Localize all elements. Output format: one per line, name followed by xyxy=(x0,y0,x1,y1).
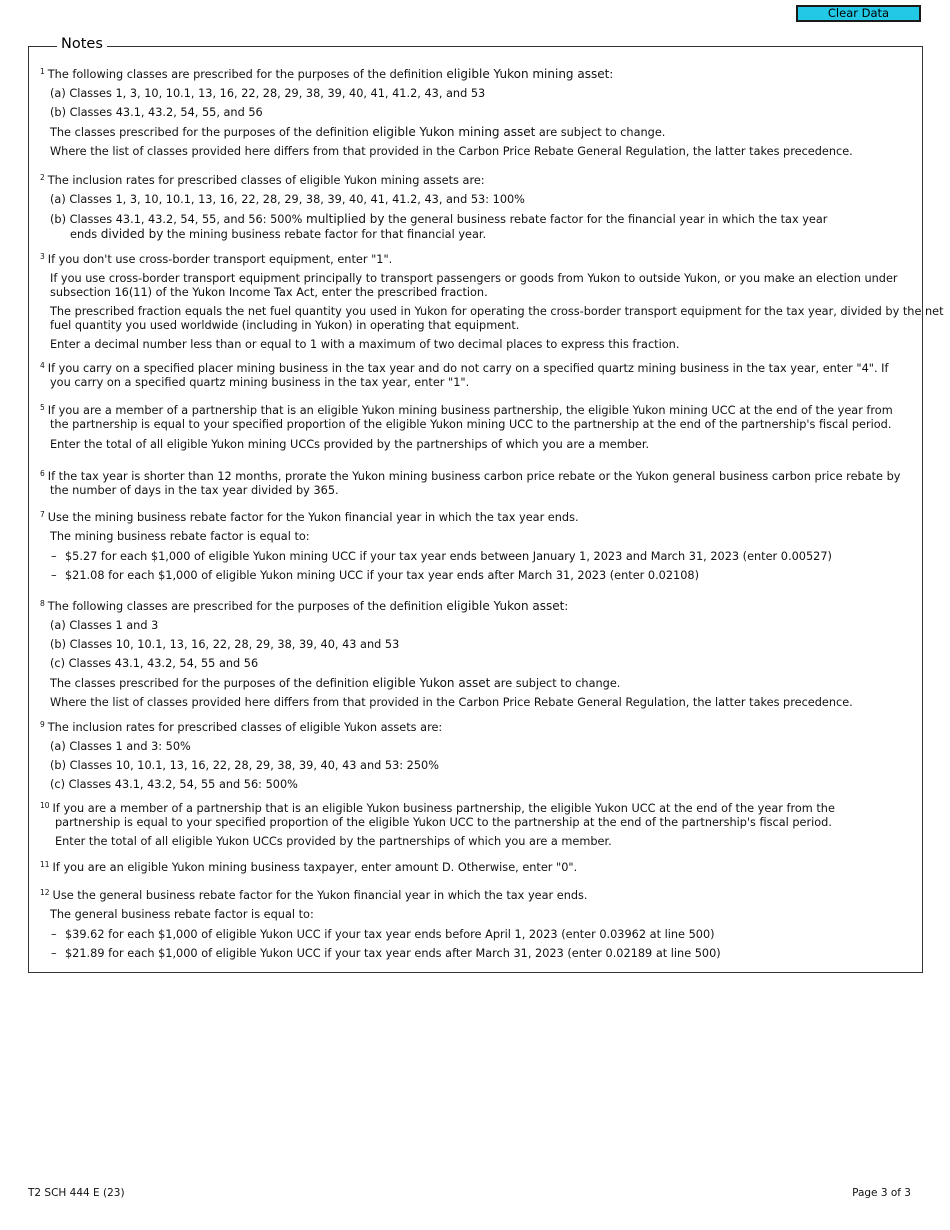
note-text: the general business rebate factor for the financial year in which the tax year xyxy=(384,213,828,226)
defined-term: eligible Yukon mining asset xyxy=(372,125,536,139)
notes-section xyxy=(28,36,944,973)
note-number: 3 xyxy=(40,252,45,261)
note-text: The classes prescribed for the purposes of the definition xyxy=(50,677,373,690)
note-text: The prescribed fraction equals the net fuel quantity you used in Yukon for operating the cross-border transport equipment for the tax year, divided by the net xyxy=(50,305,944,318)
note-item: (b) Classes 10, 10.1, 13, 16, 22, 28, 29, 38, 39, 40, 43 and 53: 250% xyxy=(50,759,439,772)
note-text: the partnership is equal to your specified proportion of the eligible Yukon mining UCC to the partnership at the end of the partnership's fiscal period. xyxy=(50,418,892,431)
note-3 xyxy=(40,250,944,352)
page-number: Page 3 of 3 xyxy=(852,1187,911,1199)
defined-term: eligible Yukon asset xyxy=(446,599,565,613)
note-item: (a) Classes 1, 3, 10, 10.1, 13, 16, 22, 28, 29, 38, 39, 40, 41, 41.2, 43, and 53: 100% xyxy=(50,193,525,206)
note-text: Enter a decimal number less than or equal to 1 with a maximum of two decimal places to express this fraction. xyxy=(50,338,680,351)
note-text: the mining business rebate factor for that financial year. xyxy=(163,228,487,241)
note-text: If you don't use cross-border transport equipment, enter "1". xyxy=(47,253,393,266)
note-item: (a) Classes 1 and 3 xyxy=(50,619,159,632)
note-text: If the tax year is shorter than 12 months, prorate the Yukon mining business carbon price rebate or the Yukon general business carbon price rebate by xyxy=(47,470,901,483)
bullet-text: $5.27 for each $1,000 of eligible Yukon mining UCC if your tax year ends between January 1, 2023 and March 31, 2023 (enter 0.00527) xyxy=(65,550,832,563)
note-2 xyxy=(40,171,910,242)
note-item: (b) Classes 10, 10.1, 13, 16, 22, 28, 29, 38, 39, 40, 43 and 53 xyxy=(50,638,400,651)
note-text: The following classes are prescribed for the purposes of the definition xyxy=(47,68,447,81)
note-text: : xyxy=(609,68,614,81)
bullet-text: $21.08 for each $1,000 of eligible Yukon mining UCC if your tax year ends after March 31, 2023 (enter 0.02108) xyxy=(65,569,700,582)
note-text: If you are a member of a partnership that is an eligible Yukon mining business partnership, the eligible Yukon mining UCC at the end of the year from xyxy=(47,404,893,417)
note-item: (c) Classes 43.1, 43.2, 54, 55 and 56: 500% xyxy=(50,778,298,791)
dash-bullet: – xyxy=(51,550,57,563)
note-text: If you use cross-border transport equipment principally to transport passengers or goods from Yukon to outside Yukon, or you make an election under xyxy=(50,272,898,285)
defined-term: eligible Yukon asset xyxy=(372,676,491,690)
dash-bullet: – xyxy=(51,947,57,960)
note-text: are subject to change. xyxy=(490,677,621,690)
note-text: Enter the total of all eligible Yukon mining UCCs provided by the partnerships of which you are a member. xyxy=(50,438,650,451)
note-number: 1 xyxy=(40,67,45,76)
note-text: the number of days in the tax year divided by 365. xyxy=(50,484,339,497)
note-item: (b) Classes 43.1, 43.2, 54, 55, and 56 xyxy=(50,106,263,119)
note-text: fuel quantity you used worldwide (including in Yukon) in operating that equipment. xyxy=(50,319,520,332)
note-12 xyxy=(40,886,910,961)
note-8 xyxy=(40,597,910,710)
note-number: 10 xyxy=(40,801,50,810)
emphasis-term: divided by xyxy=(100,227,164,241)
note-text: If you carry on a specified placer mining business in the tax year and do not carry on a specified quartz mining business in the tax year, enter "4". If xyxy=(47,362,889,375)
note-6 xyxy=(40,467,910,498)
dash-bullet: – xyxy=(51,928,57,941)
note-1 xyxy=(40,65,910,159)
note-text: partnership is equal to your specified proportion of the eligible Yukon UCC to the partnership at the end of the partnership's fiscal period. xyxy=(55,816,832,829)
form-identifier: T2 SCH 444 E (23) xyxy=(28,1187,125,1199)
note-number: 7 xyxy=(40,510,45,519)
bullet-text: $39.62 for each $1,000 of eligible Yukon UCC if your tax year ends before April 1, 2023 (enter 0.03962 at line 500) xyxy=(65,928,715,941)
emphasis-term: multiplied by xyxy=(306,212,385,226)
note-9 xyxy=(40,718,910,792)
bullet-text: $21.89 for each $1,000 of eligible Yukon UCC if your tax year ends after March 31, 2023 (enter 0.02189 at line 500) xyxy=(65,947,721,960)
note-text: The inclusion rates for prescribed classes of eligible Yukon mining assets are: xyxy=(47,174,485,187)
note-number: 6 xyxy=(40,469,45,478)
note-number: 9 xyxy=(40,720,45,729)
note-10 xyxy=(40,799,910,849)
note-number: 2 xyxy=(40,173,45,182)
note-5 xyxy=(40,401,910,452)
note-text: The following classes are prescribed for the purposes of the definition xyxy=(47,600,447,613)
note-text: Enter the total of all eligible Yukon UCCs provided by the partnerships of which you are a member. xyxy=(55,835,612,848)
note-4 xyxy=(40,359,910,390)
note-number: 5 xyxy=(40,403,45,412)
note-text: you carry on a specified quartz mining business in the tax year, enter "1". xyxy=(50,376,470,389)
note-text: The classes prescribed for the purposes of the definition xyxy=(50,126,373,139)
note-text: If you are a member of a partnership that is an eligible Yukon business partnership, the eligible Yukon UCC at the end of the year from the xyxy=(52,802,835,815)
note-text: The mining business rebate factor is equal to: xyxy=(50,530,310,543)
note-text: If you are an eligible Yukon mining business taxpayer, enter amount D. Otherwise, enter "0". xyxy=(52,861,578,874)
note-text: ends xyxy=(70,228,101,241)
note-text: Where the list of classes provided here differs from that provided in the Carbon Price Rebate General Regulation, the latter takes precedence. xyxy=(50,145,853,158)
note-text: (b) Classes 43.1, 43.2, 54, 55, and 56: 500% xyxy=(50,213,307,226)
note-item: (a) Classes 1 and 3: 50% xyxy=(50,740,191,753)
note-item: (c) Classes 43.1, 43.2, 54, 55 and 56 xyxy=(50,657,259,670)
notes-title: Notes xyxy=(57,36,107,52)
note-text: : xyxy=(564,600,569,613)
note-7 xyxy=(40,508,910,583)
note-text: are subject to change. xyxy=(535,126,666,139)
note-number: 11 xyxy=(40,860,50,869)
note-text: The inclusion rates for prescribed classes of eligible Yukon assets are: xyxy=(47,721,443,734)
note-number: 12 xyxy=(40,888,50,897)
note-text: Use the general business rebate factor for the Yukon financial year in which the tax year ends. xyxy=(52,889,588,902)
note-number: 8 xyxy=(40,599,45,608)
note-text: Where the list of classes provided here differs from that provided in the Carbon Price Rebate General Regulation, the latter takes precedence. xyxy=(50,696,853,709)
note-text: The general business rebate factor is equal to: xyxy=(50,908,314,921)
note-11 xyxy=(40,858,910,875)
note-text: subsection 16(11) of the Yukon Income Tax Act, enter the prescribed fraction. xyxy=(50,286,488,299)
defined-term: eligible Yukon mining asset xyxy=(446,67,610,81)
clear-data-button[interactable]: Clear Data xyxy=(796,5,921,22)
note-item: (a) Classes 1, 3, 10, 10.1, 13, 16, 22, 28, 29, 38, 39, 40, 41, 41.2, 43, and 53 xyxy=(50,87,486,100)
note-number: 4 xyxy=(40,361,45,370)
dash-bullet: – xyxy=(51,569,57,582)
note-text: Use the mining business rebate factor for the Yukon financial year in which the tax year ends. xyxy=(47,511,579,524)
